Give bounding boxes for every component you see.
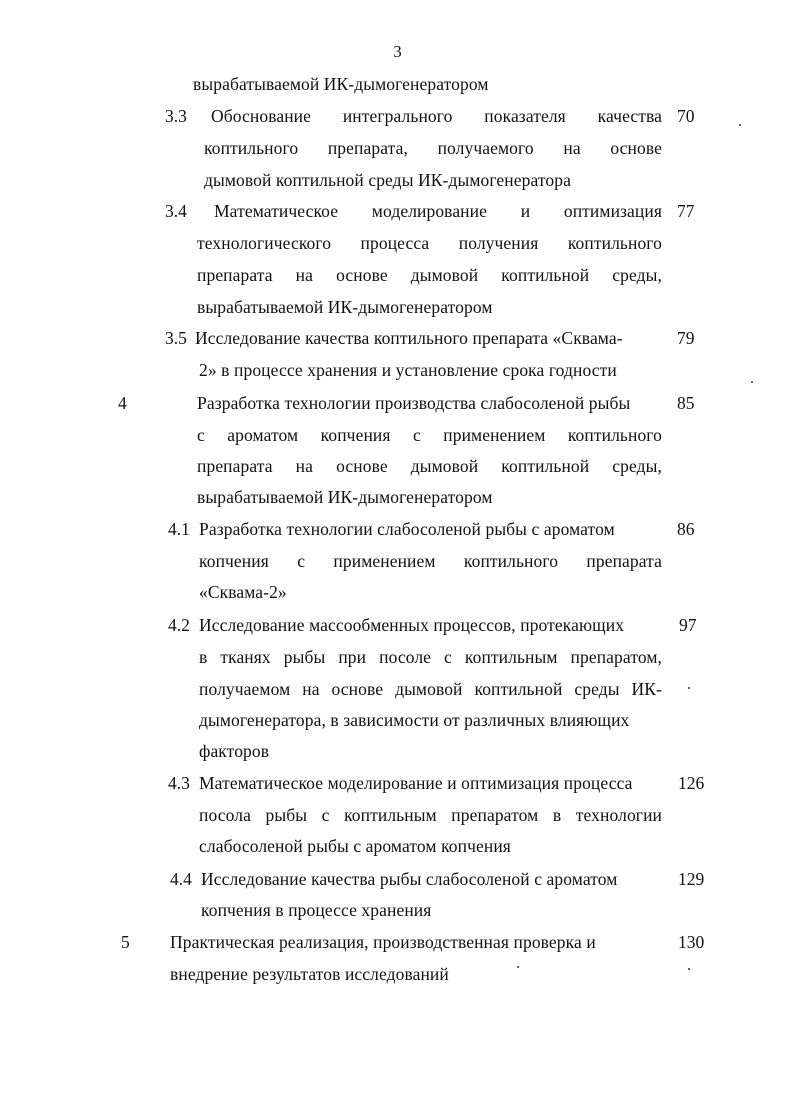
toc-entry-line: вырабатываемой ИК-дымогенератором	[197, 297, 493, 317]
toc-entry-number: 3.3	[165, 106, 187, 126]
toc-entry-number: 4	[118, 393, 127, 413]
toc-entry-line: 2» в процессе хранения и установление срока годности	[199, 360, 617, 380]
toc-entry-line: дымовой коптильной среды ИК-дымогенератора	[204, 170, 571, 190]
toc-entry-line: технологического процесса получения коптильного	[197, 233, 662, 253]
toc-entry-line: вырабатываемой ИК-дымогенератором	[197, 487, 493, 507]
toc-entry-line: «Сквама-2»	[199, 582, 287, 602]
toc-entry-line: Математическое моделирование и оптимизация	[214, 201, 662, 221]
scan-speck	[751, 381, 753, 383]
toc-entry-number: 5	[121, 932, 130, 952]
toc-entry-page: 129	[678, 869, 705, 889]
toc-entry-line: дымогенератора, в зависимости от различных влияющих	[199, 710, 630, 730]
toc-entry-page: 79	[677, 328, 695, 348]
toc-entry-line: Математическое моделирование и оптимизация процесса	[199, 773, 633, 793]
toc-entry-number: 4.3	[168, 773, 190, 793]
scan-speck	[688, 968, 690, 970]
toc-entry-line: Разработка технологии слабосоленой рыбы с ароматом	[199, 519, 615, 539]
toc-entry-line: препарата на основе дымовой коптильной среды,	[197, 265, 662, 285]
toc-entry-line: получаемом на основе дымовой коптильной среды ИК-	[199, 679, 662, 699]
toc-entry-line: Разработка технологии производства слабосоленой рыбы	[197, 393, 631, 413]
toc-entry-page: 86	[677, 519, 695, 539]
toc-entry-line: с ароматом копчения с применением коптильного	[197, 425, 662, 445]
toc-entry-page: 97	[679, 615, 697, 635]
toc-entry-page: 77	[677, 201, 695, 221]
toc-entry-line: копчения в процессе хранения	[201, 900, 432, 920]
toc-entry-page: 85	[677, 393, 695, 413]
toc-entry-line: Исследование качества коптильного препарата «Сквама-	[195, 328, 623, 348]
toc-entry-line: Исследование качества рыбы слабосоленой с ароматом	[201, 869, 618, 889]
toc-entry-line: в тканях рыбы при посоле с коптильным препаратом,	[199, 647, 662, 667]
toc-entry-line: Практическая реализация, производственная проверка и	[170, 932, 596, 952]
toc-entry-number: 3.5	[165, 328, 187, 348]
page-number: 3	[393, 42, 402, 61]
toc-entry-line: коптильного препарата, получаемого на основе	[204, 138, 662, 158]
toc-entry-line: факторов	[199, 741, 270, 761]
scan-speck	[739, 124, 741, 126]
scan-speck	[517, 966, 519, 968]
toc-entry-line: копчения с применением коптильного препарата	[199, 551, 662, 571]
toc-entry-line: Исследование массообменных процессов, протекающих	[199, 615, 625, 635]
toc-entry-number: 4.4	[170, 869, 192, 889]
toc-entry-number: 3.4	[165, 201, 187, 221]
toc-entry-page: 130	[678, 932, 705, 952]
toc-entry-line: слабосоленой рыбы с ароматом копчения	[199, 836, 511, 856]
toc-entry-line: посола рыбы с коптильным препаратом в технологии	[199, 805, 662, 825]
toc-continuation-line: вырабатываемой ИК-дымогенератором	[193, 74, 489, 94]
toc-entry-page: 126	[678, 773, 705, 793]
scan-speck	[688, 687, 690, 689]
toc-entry-page: 70	[677, 106, 695, 126]
toc-entry-line: внедрение результатов исследований	[170, 964, 449, 984]
toc-entry-line: Обоснование интегрального показателя качества	[211, 106, 662, 126]
toc-entry-number: 4.1	[168, 519, 190, 539]
toc-entry-line: препарата на основе дымовой коптильной среды,	[197, 456, 662, 476]
toc-entry-number: 4.2	[168, 615, 190, 635]
